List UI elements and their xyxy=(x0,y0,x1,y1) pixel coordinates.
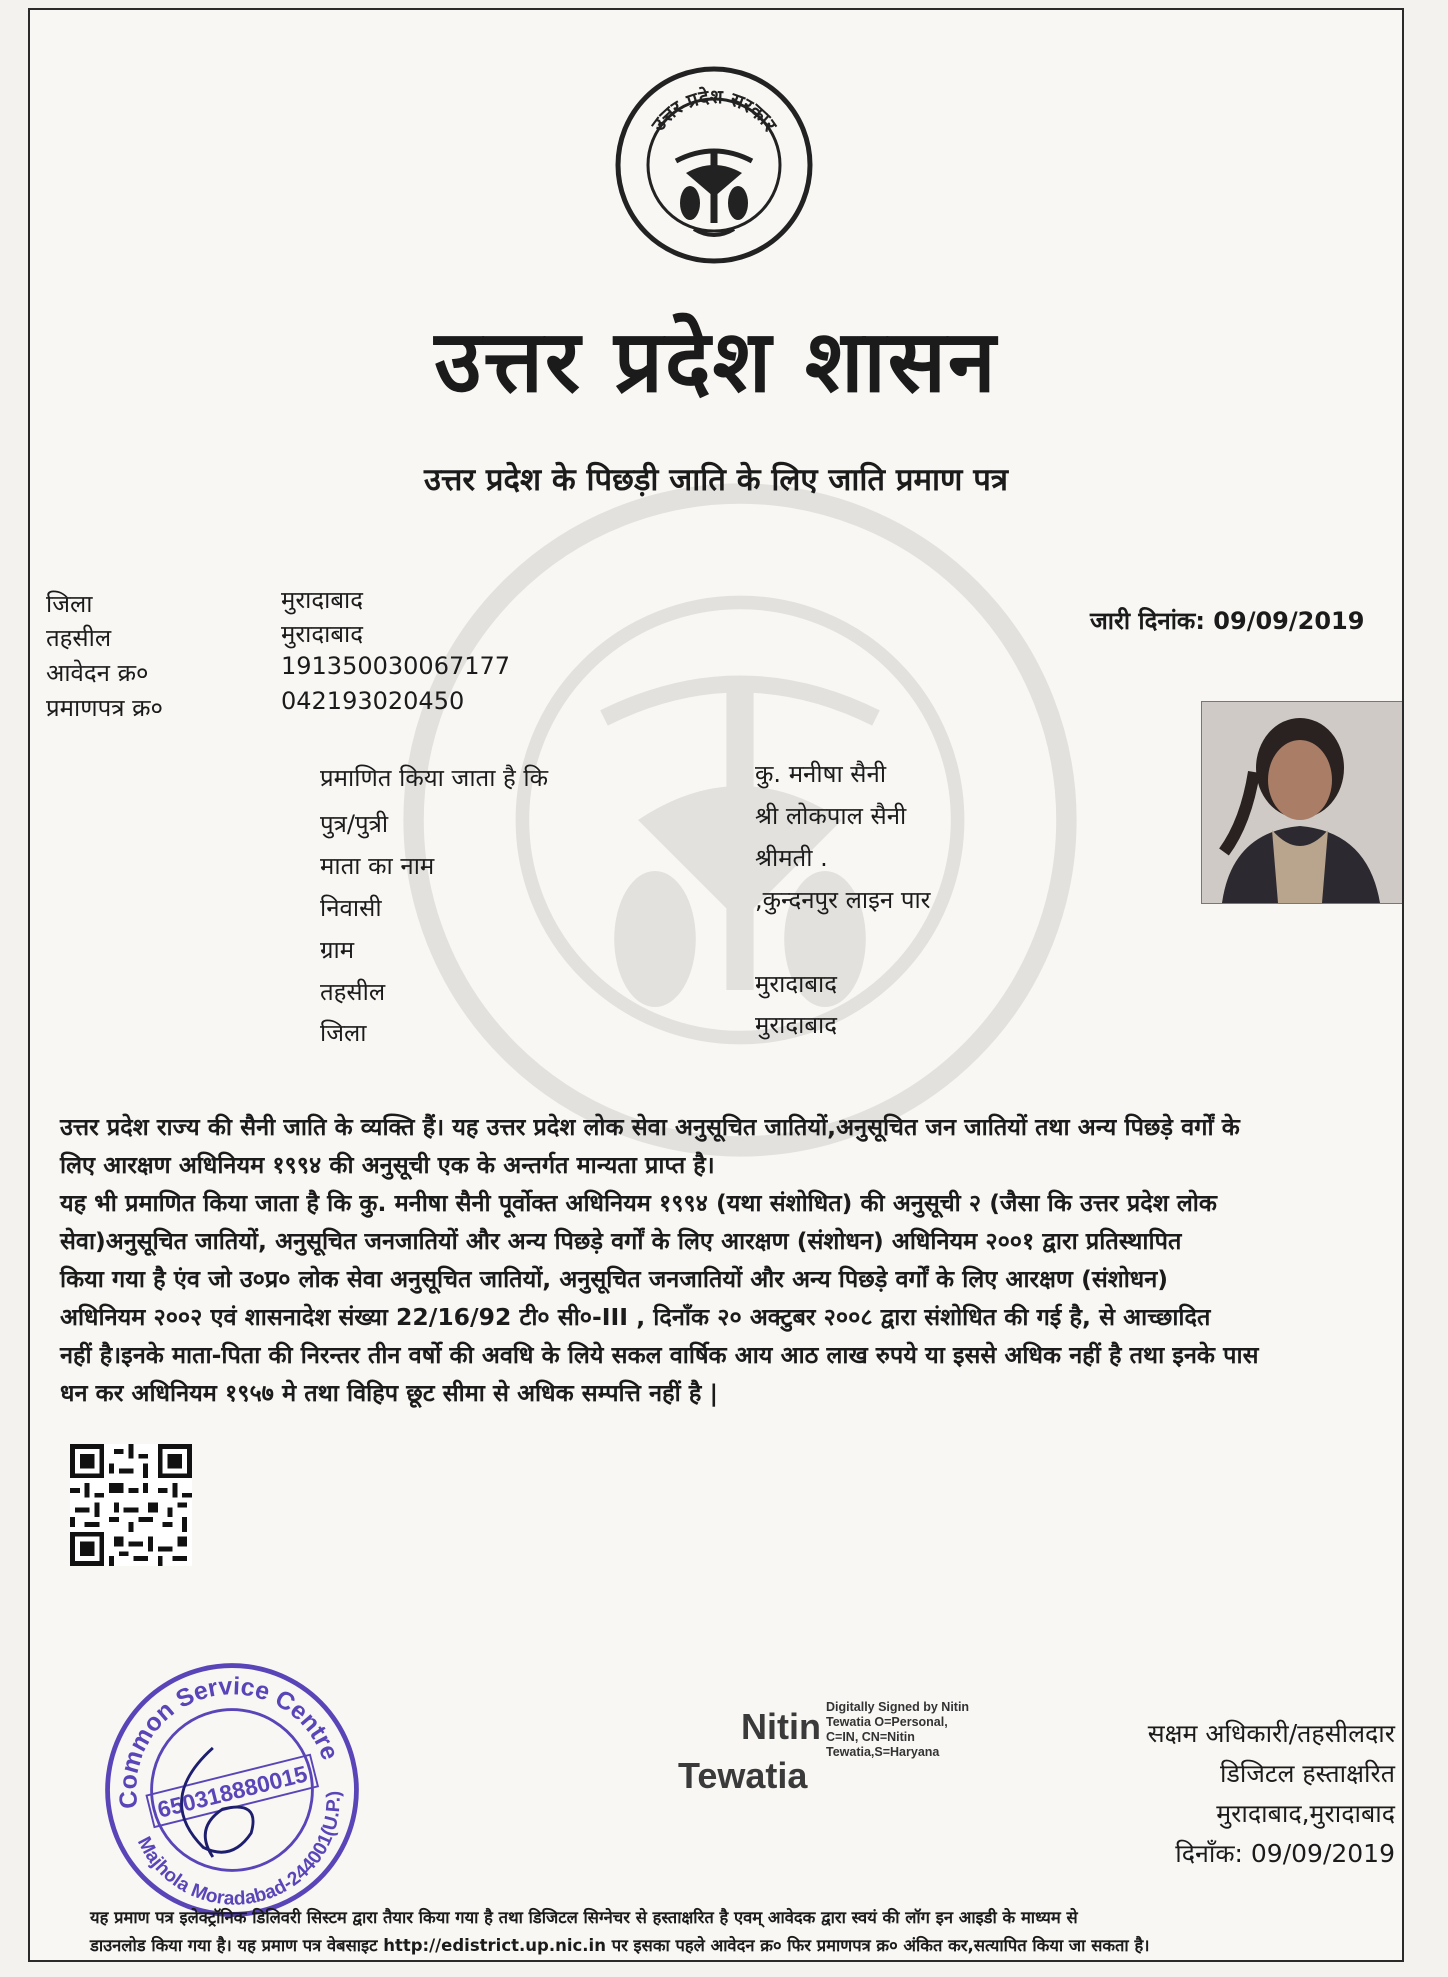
body-line: किया गया है एंव जो उ०प्र० लोक सेवा अनुसूचित जातियों, अनुसूचित जनजातियों और अन्य पिछड़े वर्गों के लिए आरक्षण (संशोधन) xyxy=(60,1265,1169,1293)
certify-label-district: जिला xyxy=(320,1019,367,1047)
body-line: अधिनियम २००२ एवं शासनादेश संख्या 22/16/92 टी० सी०-III , दिनाँक २० अक्टुबर २००८ द्वारा संशोधित की गई है, से आच्छादित xyxy=(60,1303,1211,1331)
footer-line: डाउनलोड किया गया है। यह प्रमाण पत्र वेबसाइट http://edistrict.up.nic.in पर इसका पहले आवेदन क्र० फिर प्रमाणपत्र क्र० अंकित कर,सत्यापित किया जा सकता है। xyxy=(90,1936,1150,1955)
body-line: नहीं है।इनके माता-पिता की निरन्तर तीन वर्षो की अवधि के लिये सकल वार्षिक आय आठ लाख रुपये या इससे अधिक नहीं है तथा इनके पास xyxy=(60,1341,1259,1369)
issue-date xyxy=(1090,604,1364,637)
certificate-body xyxy=(60,1108,1385,1412)
certify-label-resident: निवासी xyxy=(320,894,382,922)
body-line: यह भी प्रमाणित किया जाता है कि कु. मनीषा सैनी पूर्वोक्त अधिनियम १९९४ (यथा संशोधित) की अनुसूची २ (जैसा कि उत्तर प्रदेश लोक xyxy=(60,1189,1217,1217)
qr-code-icon xyxy=(70,1444,192,1566)
page-title: उत्तर प्रदेश शासन xyxy=(434,311,998,412)
certify-value-resident: ,कुन्दनपुर लाइन पार xyxy=(755,886,931,914)
certify-label-tehsil: तहसील xyxy=(320,978,386,1006)
svg-text:650318880015: 650318880015 xyxy=(154,1760,310,1823)
body-line: धन कर अधिनियम १९५७ मे तथा विहिप छूट सीमा से अधिक सम्पत्ति नहीं है | xyxy=(60,1379,719,1407)
certify-label-name: प्रमाणित किया जाता है कि xyxy=(320,764,549,792)
meta-value-application-no: 191350030067177 xyxy=(281,652,511,680)
meta-value-certificate-no: 042193020450 xyxy=(281,687,465,715)
signature-name-last: Tewatia xyxy=(678,1755,808,1796)
meta-label-tehsil: तहसील xyxy=(46,624,112,652)
body-line: लिए आरक्षण अधिनियम १९९४ की अनुसूची एक के अन्तर्गत मान्यता प्राप्त है। xyxy=(60,1151,715,1179)
signature-name-first: Nitin xyxy=(741,1706,821,1747)
signature-detail-line: Tewatia O=Personal, xyxy=(826,1715,948,1729)
meta-label-application-no: आवेदन क्र० xyxy=(46,659,149,687)
svg-text:उत्तर प्रदेश सरकार: उत्तर प्रदेश सरकार xyxy=(647,85,781,136)
signature-detail-line: C=IN, CN=Nitin xyxy=(826,1730,915,1744)
body-line: उत्तर प्रदेश राज्य की सैनी जाति के व्यक्ति हैं। यह उत्तर प्रदेश लोक सेवा अनुसूचित जातियों,अनुसूचित जन जातियों तथा अन्य पिछड़े वर्गों के xyxy=(60,1113,1240,1141)
certify-value-parent: श्री लोकपाल सैनी xyxy=(755,802,907,830)
signature-details xyxy=(826,1700,969,1760)
meta-value-district: मुरादाबाद xyxy=(281,586,364,614)
body-line: सेवा)अनुसूचित जातियों, अनुसूचित जनजातियों और अन्य पिछड़े वर्गों के लिए आरक्षण (संशोधन) अधिनियम २००१ द्वारा प्रतिस्थापित xyxy=(60,1227,1182,1255)
authority-date-value: 09/09/2019 xyxy=(1250,1839,1395,1868)
meta-label-certificate-no: प्रमाणपत्र क्र० xyxy=(46,694,163,722)
applicant-photo xyxy=(1201,701,1403,904)
issue-date-value: 09/09/2019 xyxy=(1213,607,1365,635)
emblem-icon xyxy=(614,65,814,265)
authority-signed: डिजिटल हस्ताक्षरित xyxy=(1220,1759,1395,1788)
footer-note xyxy=(90,1904,1395,1960)
certify-value-tehsil: मुरादाबाद xyxy=(755,970,838,998)
watermark-emblem-icon xyxy=(400,480,1080,1160)
certify-label-village: ग्राम xyxy=(320,936,355,964)
certify-label-mother: माता का नाम xyxy=(320,852,435,880)
certify-value-district: मुरादाबाद xyxy=(755,1011,838,1039)
authority-date xyxy=(1050,1834,1395,1874)
authority-date-label: दिनाँक: xyxy=(1175,1839,1243,1868)
authority-block xyxy=(1050,1714,1395,1874)
certificate-subtitle: उत्तर प्रदेश के पिछड़ी जाति के लिए जाति प्रमाण पत्र xyxy=(424,462,1008,498)
signature-detail-line: Tewatia,S=Haryana xyxy=(826,1745,940,1759)
meta-label-district: जिला xyxy=(46,590,93,618)
csc-stamp-icon xyxy=(98,1656,366,1924)
footer-line: यह प्रमाण पत्र इलेक्ट्रॉनिक डिलिवरी सिस्टम द्वारा तैयार किया गया है तथा डिजिटल सिग्नेचर से हस्ताक्षरित है एवम् आवेदक द्वारा स्वयं की लॉग इन आइडी के माध्यम से xyxy=(90,1908,1078,1927)
certify-value-name: कु. मनीषा सैनी xyxy=(755,760,887,788)
issue-date-label: जारी दिनांक: xyxy=(1090,607,1205,635)
svg-text:Majhola Moradabad-244001(U.P.): Majhola Moradabad-244001(U.P.) xyxy=(132,1790,345,1910)
certificate-page xyxy=(28,8,1404,1962)
certify-label-parent: पुत्र/पुत्री xyxy=(320,810,389,838)
authority-place: मुरादाबाद,मुरादाबाद xyxy=(1216,1799,1395,1828)
certify-value-mother: श्रीमती . xyxy=(755,844,828,872)
authority-designation: सक्षम अधिकारी/तहसीलदार xyxy=(1147,1719,1395,1748)
svg-text:Common Service Centre: Common Service Centre xyxy=(113,1672,345,1810)
signature-detail-line: Digitally Signed by Nitin xyxy=(826,1700,970,1714)
meta-value-tehsil: मुरादाबाद xyxy=(281,620,364,648)
